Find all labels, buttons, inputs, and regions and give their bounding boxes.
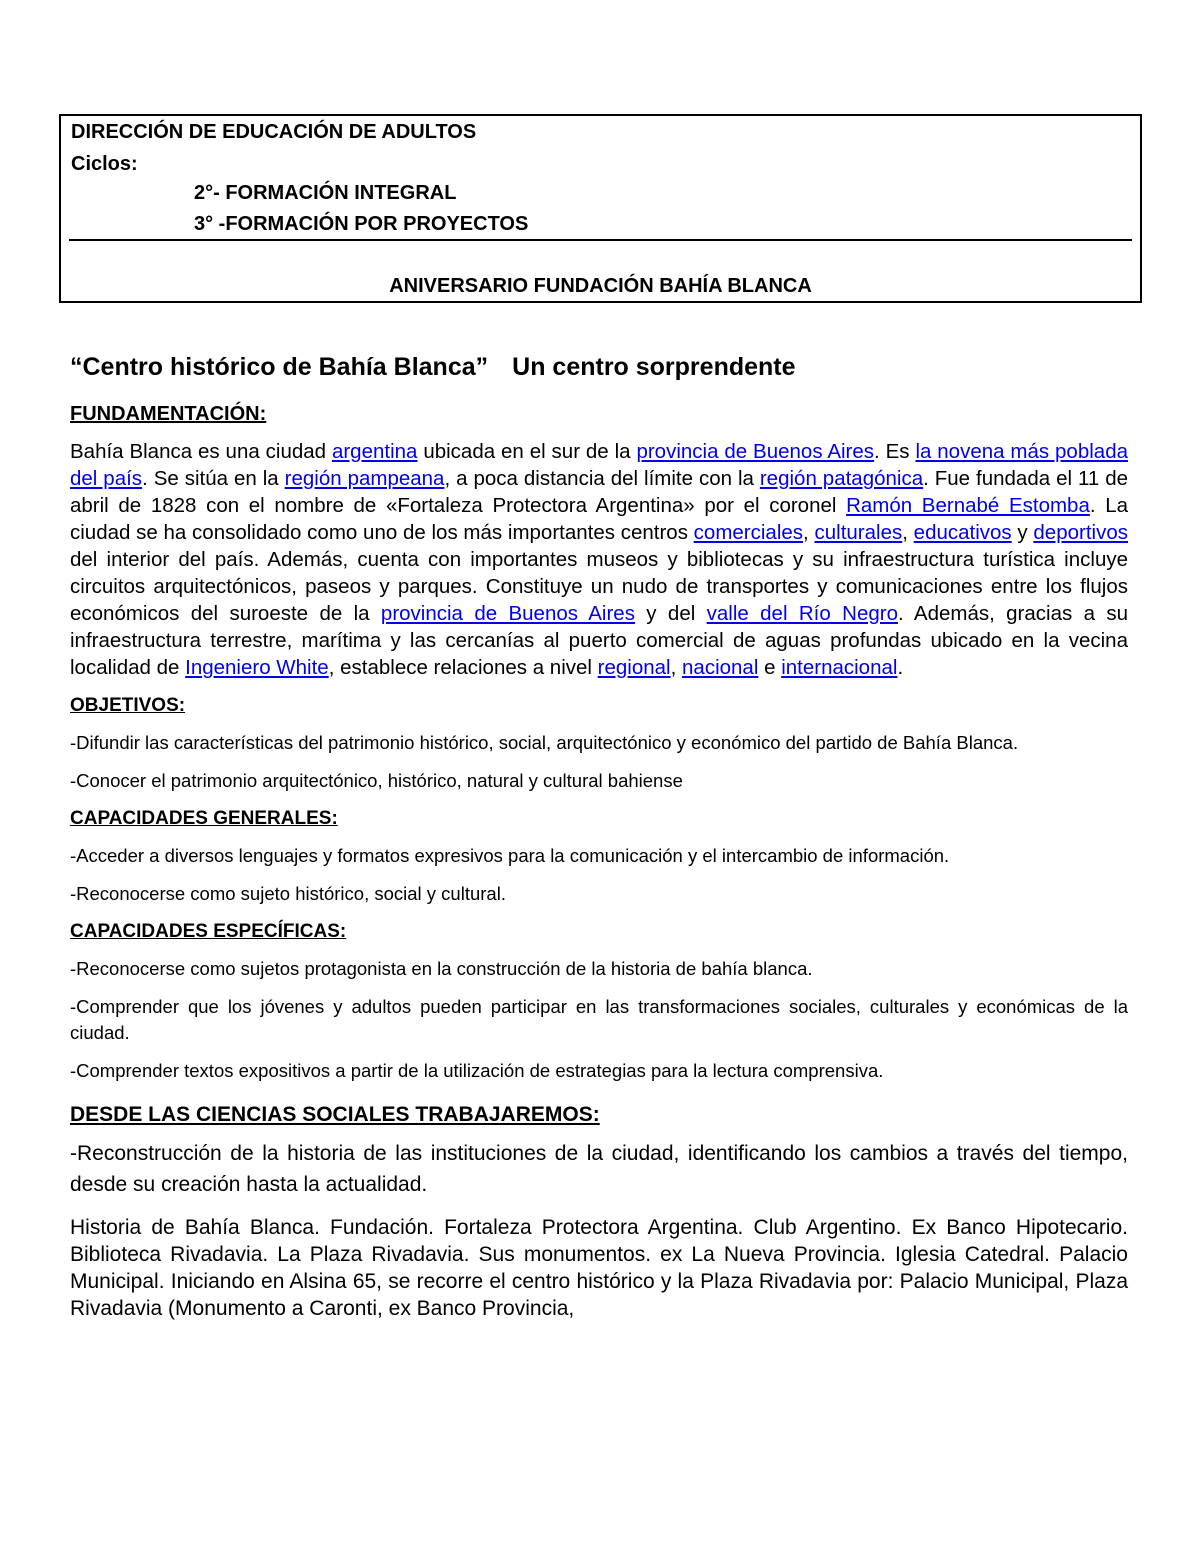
header-direction: DIRECCIÓN DE EDUCACIÓN DE ADULTOS bbox=[71, 121, 477, 143]
header-box bbox=[59, 114, 1142, 303]
page-title bbox=[70, 352, 1128, 382]
link-provincia-buenos-aires-2[interactable]: provincia de Buenos Aires bbox=[380, 602, 635, 625]
link-regional[interactable]: regional bbox=[597, 656, 671, 679]
capacidad-especifica-item: -Reconocerse como sujetos protagonista en la construcción de la historia de bahía blanca. bbox=[70, 958, 813, 979]
header-title: ANIVERSARIO FUNDACIÓN BAHÍA BLANCA bbox=[389, 275, 812, 297]
link-comerciales[interactable]: comerciales bbox=[693, 521, 804, 544]
link-novena-mas-poblada[interactable]: la novena más poblada del país bbox=[70, 440, 1128, 490]
link-culturales[interactable]: culturales bbox=[814, 521, 903, 544]
link-provincia-buenos-aires[interactable]: provincia de Buenos Aires bbox=[636, 440, 875, 463]
fundamentacion-heading: FUNDAMENTACIÓN: bbox=[70, 403, 267, 425]
capacidad-general-item: -Acceder a diversos lenguajes y formatos expresivos para la comunicación y el intercambio de información. bbox=[70, 845, 950, 866]
capacidad-especifica-item: -Comprender textos expositivos a partir de la utilización de estrategias para la lectura comprensiva. bbox=[70, 1060, 884, 1081]
link-region-patagonica[interactable]: región patagónica bbox=[759, 467, 924, 490]
capacidades-especificas-heading: CAPACIDADES ESPECÍFICAS: bbox=[70, 921, 347, 942]
link-internacional[interactable]: internacional bbox=[781, 656, 898, 679]
page-title-main: “Centro histórico de Bahía Blanca” bbox=[70, 353, 489, 381]
header-divider bbox=[69, 239, 1132, 241]
document-body bbox=[70, 352, 1128, 1322]
capacidad-especifica-item: -Comprender que los jóvenes y adultos pueden participar en las transformaciones sociales, culturales y económicas de la ciudad. bbox=[70, 996, 1128, 1043]
link-region-pampeana[interactable]: región pampeana bbox=[284, 467, 445, 490]
objetivo-item: -Conocer el patrimonio arquitectónico, histórico, natural y cultural bahiense bbox=[70, 770, 683, 791]
header-cycle-2: 2°- FORMACIÓN INTEGRAL bbox=[194, 182, 457, 204]
ciencias-sociales-heading: DESDE LAS CIENCIAS SOCIALES TRABAJAREMOS: bbox=[70, 1103, 600, 1126]
link-valle-rio-negro[interactable]: valle del Río Negro bbox=[706, 602, 898, 625]
header-cycle-3: 3° -FORMACIÓN POR PROYECTOS bbox=[194, 213, 529, 235]
header-cycles-label: Ciclos: bbox=[71, 153, 138, 175]
link-deportivos[interactable]: deportivos bbox=[1033, 521, 1128, 544]
link-argentina[interactable]: argentina bbox=[331, 440, 418, 463]
link-ramon-bernabe-estomba[interactable]: Ramón Bernabé Estomba bbox=[846, 494, 1090, 517]
fundamentacion-paragraph: Bahía Blanca es una ciudad argentina ubicada en el sur de la provincia de Buenos Aires. Es la novena más poblada del país. Se sitúa en la región pampeana, a poca distancia del límite con la región patagónica. Fue fundada el 11 de abril de 1828 con el nombre de «Fortaleza Protectora Argentina» por el coronel Ramón Bernabé Estomba. La ciudad se ha consolidado como uno de los más importantes centros comerciales, culturales, educativos y deportivos del interior del país. Además, cuenta con importantes museos y bibliotecas y su infraestructura turística incluye circuitos arquitectónicos, paseos y parques. Constituye un nudo de transportes y comunicaciones entre los flujos económicos del suroeste de la provincia de Buenos Aires y del valle del Río Negro. Además, gracias a su infraestructura terrestre, marítima y las cercanías al puerto comercial de aguas profundas ubicado en la vecina localidad de Ingeniero White, establece relaciones a nivel regional, nacional e internacional. bbox=[70, 440, 1129, 679]
ciencias-sociales-item: -Reconstrucción de la historia de las instituciones de la ciudad, identificando los cambios a través del tiempo, desde su creación hasta la actualidad. bbox=[70, 1142, 1128, 1196]
capacidad-general-item: -Reconocerse como sujeto histórico, social y cultural. bbox=[70, 883, 506, 904]
objetivo-item: -Difundir las características del patrimonio histórico, social, arquitectónico y económico del partido de Bahía Blanca. bbox=[70, 732, 1019, 753]
link-nacional[interactable]: nacional bbox=[682, 656, 759, 679]
page-title-sub: Un centro sorprendente bbox=[512, 353, 796, 381]
objetivos-heading: OBJETIVOS: bbox=[70, 695, 186, 716]
link-ingeniero-white[interactable]: Ingeniero White bbox=[185, 656, 329, 679]
capacidades-generales-heading: CAPACIDADES GENERALES: bbox=[70, 808, 338, 829]
link-educativos[interactable]: educativos bbox=[913, 521, 1012, 544]
historia-paragraph: Historia de Bahía Blanca. Fundación. Fortaleza Protectora Argentina. Club Argentino. Ex Banco Hipotecario. Biblioteca Rivadavia. La Plaza Rivadavia. Sus monumentos. ex La Nueva Provincia. Iglesia Catedral. Palacio Municipal. Iniciando en Alsina 65, se recorre el centro histórico y la Plaza Rivadavia por: Palacio Municipal, Plaza Rivadavia (Monumento a Caronti, ex Banco Provincia, bbox=[70, 1216, 1128, 1320]
